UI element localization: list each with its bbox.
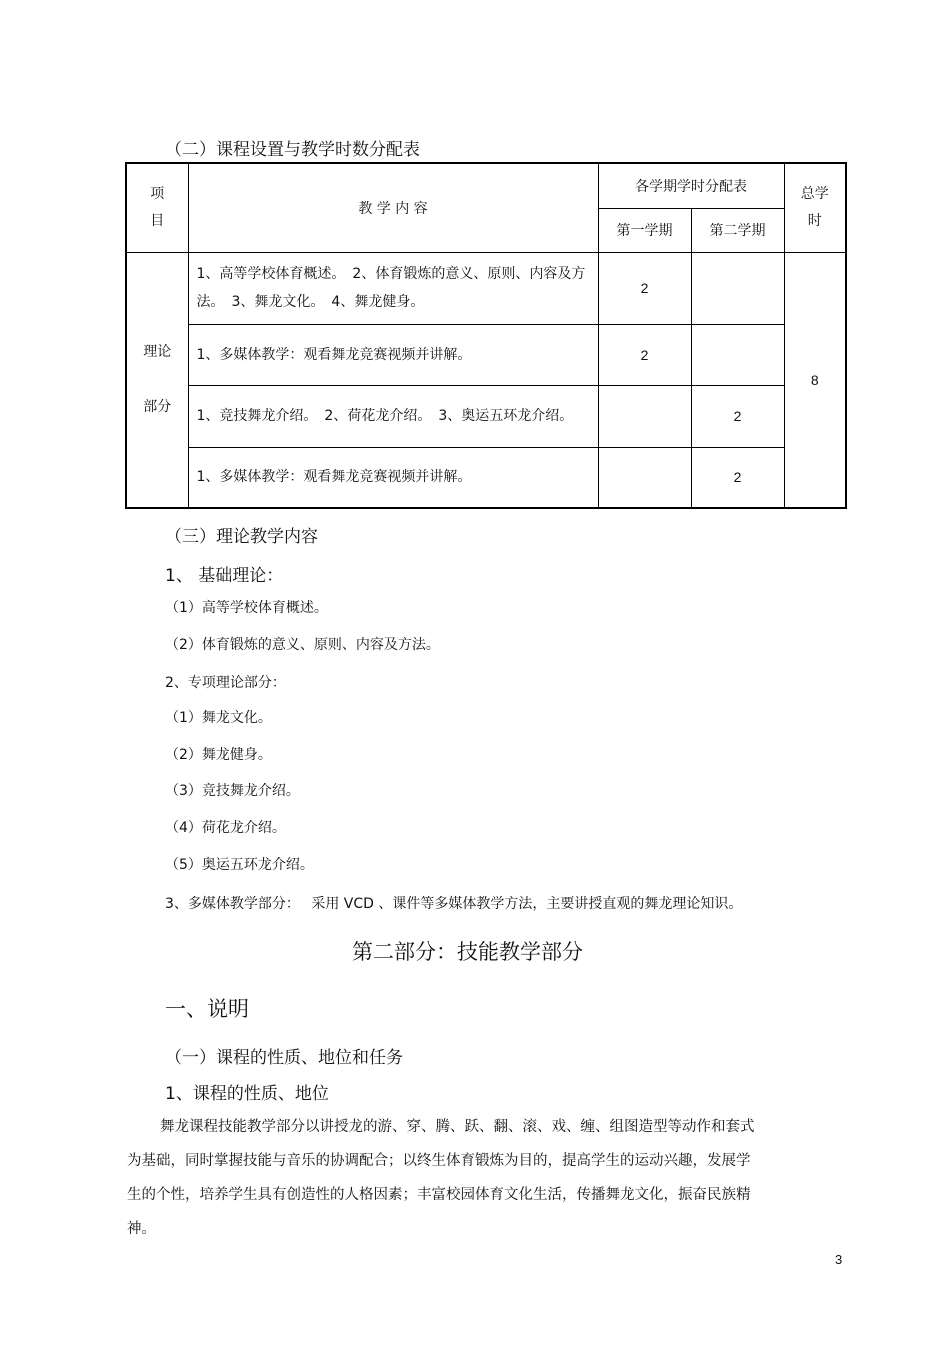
table-row <box>126 324 846 385</box>
subsection-heading: （一）课程的性质、地位和任务 <box>165 1048 403 1068</box>
row-semester2 <box>691 324 784 385</box>
row-content: 1、多媒体教学：观看舞龙竞赛视频并讲解。 <box>188 447 598 508</box>
special-theory-item: （3）竞技舞龙介绍。 <box>165 783 300 799</box>
theory-section-title: （三）理论教学内容 <box>165 527 318 547</box>
header-semester2: 第二学期 <box>691 208 784 252</box>
special-theory-item: （2）舞龙健身。 <box>165 747 272 763</box>
basic-theory-item: （1）高等学校体育概述。 <box>165 600 328 616</box>
row-content: 1、高等学校体育概述。 2、体育锻炼的意义、原则、内容及方法。 3、舞龙文化。 4、舞龙健身。 <box>188 252 598 324</box>
table-section-title: （二）课程设置与教学时数分配表 <box>165 140 420 160</box>
table-row <box>126 385 846 447</box>
row-semester1: 2 <box>598 324 691 385</box>
subsubsection-heading: 1、课程的性质、地位 <box>165 1084 329 1104</box>
special-theory-item: （4）荷花龙介绍。 <box>165 820 286 836</box>
row-content: 1、多媒体教学：观看舞龙竞赛视频并讲解。 <box>188 324 598 385</box>
header-item: 项 目 <box>126 163 188 252</box>
row-semester1 <box>598 447 691 508</box>
page-number: 3 <box>835 1252 843 1267</box>
table-row <box>126 447 846 508</box>
row-semester1: 2 <box>598 252 691 324</box>
section-heading: 一、说明 <box>165 997 249 1021</box>
header-total: 总学 时 <box>784 163 846 252</box>
part2-title: 第二部分：技能教学部分 <box>352 940 583 964</box>
basic-theory-title: 1、 基础理论： <box>165 566 284 586</box>
row-semester2: 2 <box>691 447 784 508</box>
row-content: 1、竞技舞龙介绍。 2、荷花龙介绍。 3、奥运五环龙介绍。 <box>188 385 598 447</box>
row-semester2: 2 <box>691 385 784 447</box>
basic-theory-item: （2）体育锻炼的意义、原则、内容及方法。 <box>165 637 440 653</box>
total-hours: 8 <box>784 252 846 508</box>
row-semester2 <box>691 252 784 324</box>
header-content: 教 学 内 容 <box>188 163 598 252</box>
multimedia-teaching: 3、多媒体教学部分： 采用 VCD 、课件等多媒体教学方法，主要讲授直观的舞龙理论知识。 <box>165 896 743 912</box>
row-semester1 <box>598 385 691 447</box>
course-hours-table <box>125 162 847 509</box>
special-theory-item: （5）奥运五环龙介绍。 <box>165 857 314 873</box>
special-theory-title: 2、专项理论部分： <box>165 675 286 691</box>
header-semester-group: 各学期学时分配表 <box>598 163 784 208</box>
body-paragraph: 舞龙课程技能教学部分以讲授龙的游、穿、腾、跃、翻、滚、戏、缠、组图造型等动作和套式 为基础，同时掌握技能与音乐的协调配合；以终生体育锻炼为目的，提高学生的运动兴趣，发展学 生的个性，培养学生具有创造性的人格因素；丰富校园体育文化生活，传播舞龙文化，振奋民族精 神。 <box>127 1119 755 1237</box>
table-row <box>126 252 846 324</box>
special-theory-item: （1）舞龙文化。 <box>165 710 272 726</box>
category-cell: 理论 部分 <box>126 252 188 508</box>
header-semester1: 第一学期 <box>598 208 691 252</box>
